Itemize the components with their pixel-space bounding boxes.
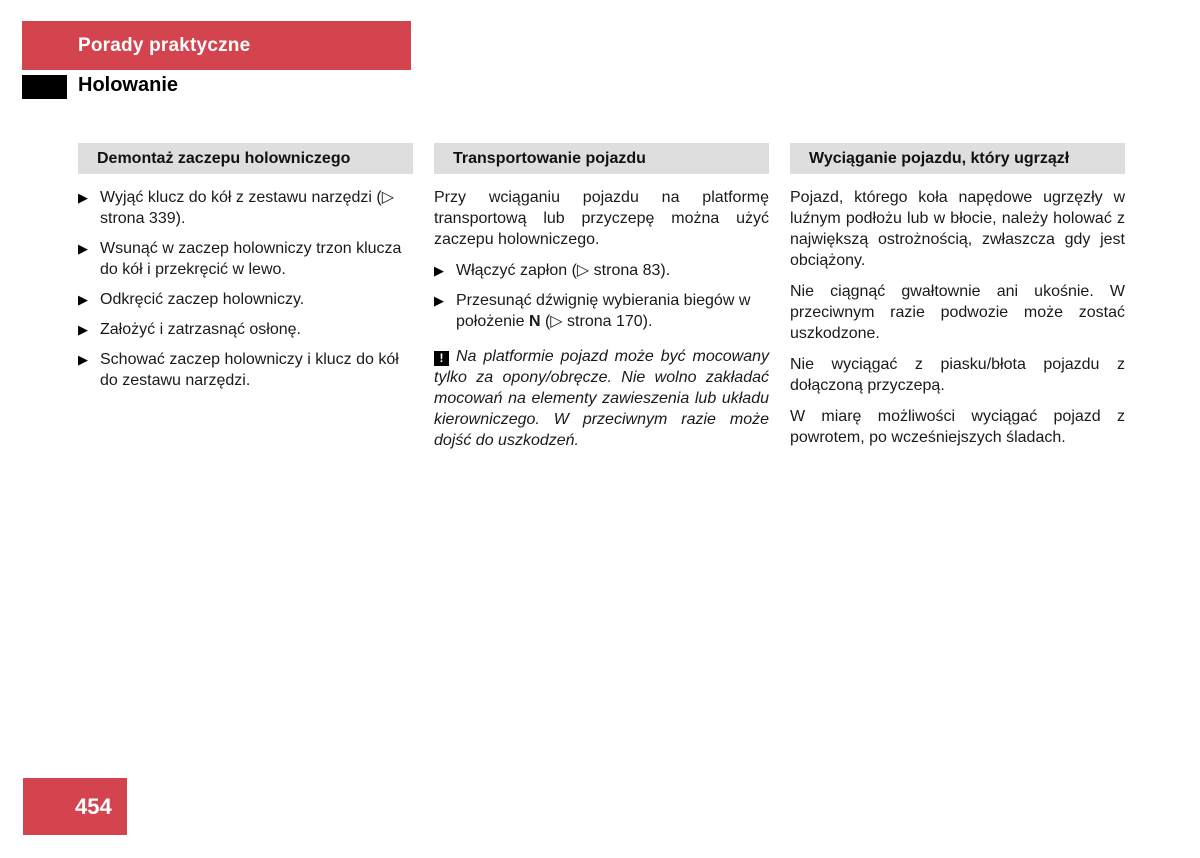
bullet-item (78, 319, 413, 340)
chapter-marker-square (22, 75, 67, 99)
column-demontaz (78, 143, 413, 451)
bullet-list (434, 260, 769, 332)
paragraph: W miarę możliwości wyciągać pojazd z powrotem, po wcześniejszych śladach. (790, 408, 1125, 446)
bullet-list (78, 187, 413, 391)
column-header: Demontaż zaczepu holowniczego (78, 143, 413, 174)
page-number-box (23, 778, 127, 835)
triangle-bullet-icon: ▶ (78, 241, 88, 256)
note-text: Na platformie pojazd może być mocowany tylko za opony/obręcze. Nie wolno zakładać mocowań na elementy zawieszenia lub układu kierowniczego. W przeciwnym razie może dojść do uszkodzeń. (434, 348, 769, 449)
chapter-title: Holowanie (78, 74, 179, 96)
bullet-text (456, 290, 769, 332)
bullet-item (78, 349, 413, 391)
bullet-text-before: Przesunąć dźwignię wybierania biegów w położenie (456, 292, 751, 330)
bullet-text: Włączyć zapłon (▷ strona 83). (456, 262, 671, 279)
column-wyciaganie (790, 143, 1125, 451)
triangle-bullet-icon: ▶ (78, 292, 88, 307)
paragraph: Nie ciągnąć gwałtownie ani ukośnie. W przeciwnym razie podwozie może zostać uszkodzone. (790, 283, 1125, 342)
bullet-item (434, 290, 769, 332)
column-transportowanie (434, 143, 769, 451)
bullet-text: Wsunąć w zaczep holowniczy trzon klucza do kół i przekręcić w lewo. (100, 240, 402, 278)
triangle-bullet-icon: ▶ (78, 190, 88, 205)
gear-position-n: N (528, 313, 541, 330)
bullet-item (78, 238, 413, 280)
bullet-text: Odkręcić zaczep holowniczy. (100, 291, 305, 308)
page-number: 454 (75, 794, 112, 819)
content-columns (78, 143, 1125, 451)
bullet-item (78, 187, 413, 229)
column-header: Wyciąganie pojazdu, który ugrzązł (790, 143, 1125, 174)
intro-paragraph: Przy wciąganiu pojazdu na platformę transportową lub przyczepę można użyć zaczepu holowniczego. (434, 189, 769, 248)
bullet-text: Wyjąć klucz do kół z zestawu narzędzi (▷ strona 339). (100, 189, 395, 227)
paragraph: Nie wyciągać z piasku/błota pojazdu z dołączoną przyczepą. (790, 356, 1125, 394)
note-paragraph (434, 346, 769, 451)
bullet-text-after: (▷ strona 170). (540, 313, 653, 330)
bullet-item (434, 260, 769, 281)
column-header: Transportowanie pojazdu (434, 143, 769, 174)
triangle-bullet-icon: ▶ (78, 352, 88, 367)
section-label: Porady praktyczne (78, 35, 251, 56)
triangle-bullet-icon: ▶ (434, 263, 444, 278)
triangle-bullet-icon: ▶ (434, 293, 444, 308)
note-exclamation-icon: ! (434, 351, 449, 366)
section-banner (22, 21, 411, 70)
bullet-text: Schować zaczep holowniczy i klucz do kół do zestawu narzędzi. (100, 351, 399, 389)
triangle-bullet-icon: ▶ (78, 322, 88, 337)
paragraph: Pojazd, którego koła napędowe ugrzęzły w luźnym podłożu lub w błocie, należy holować z największą ostrożnością, zwłaszcza gdy jest obciążony. (790, 189, 1125, 269)
bullet-item (78, 289, 413, 310)
bullet-text: Założyć i zatrzasnąć osłonę. (100, 321, 301, 338)
